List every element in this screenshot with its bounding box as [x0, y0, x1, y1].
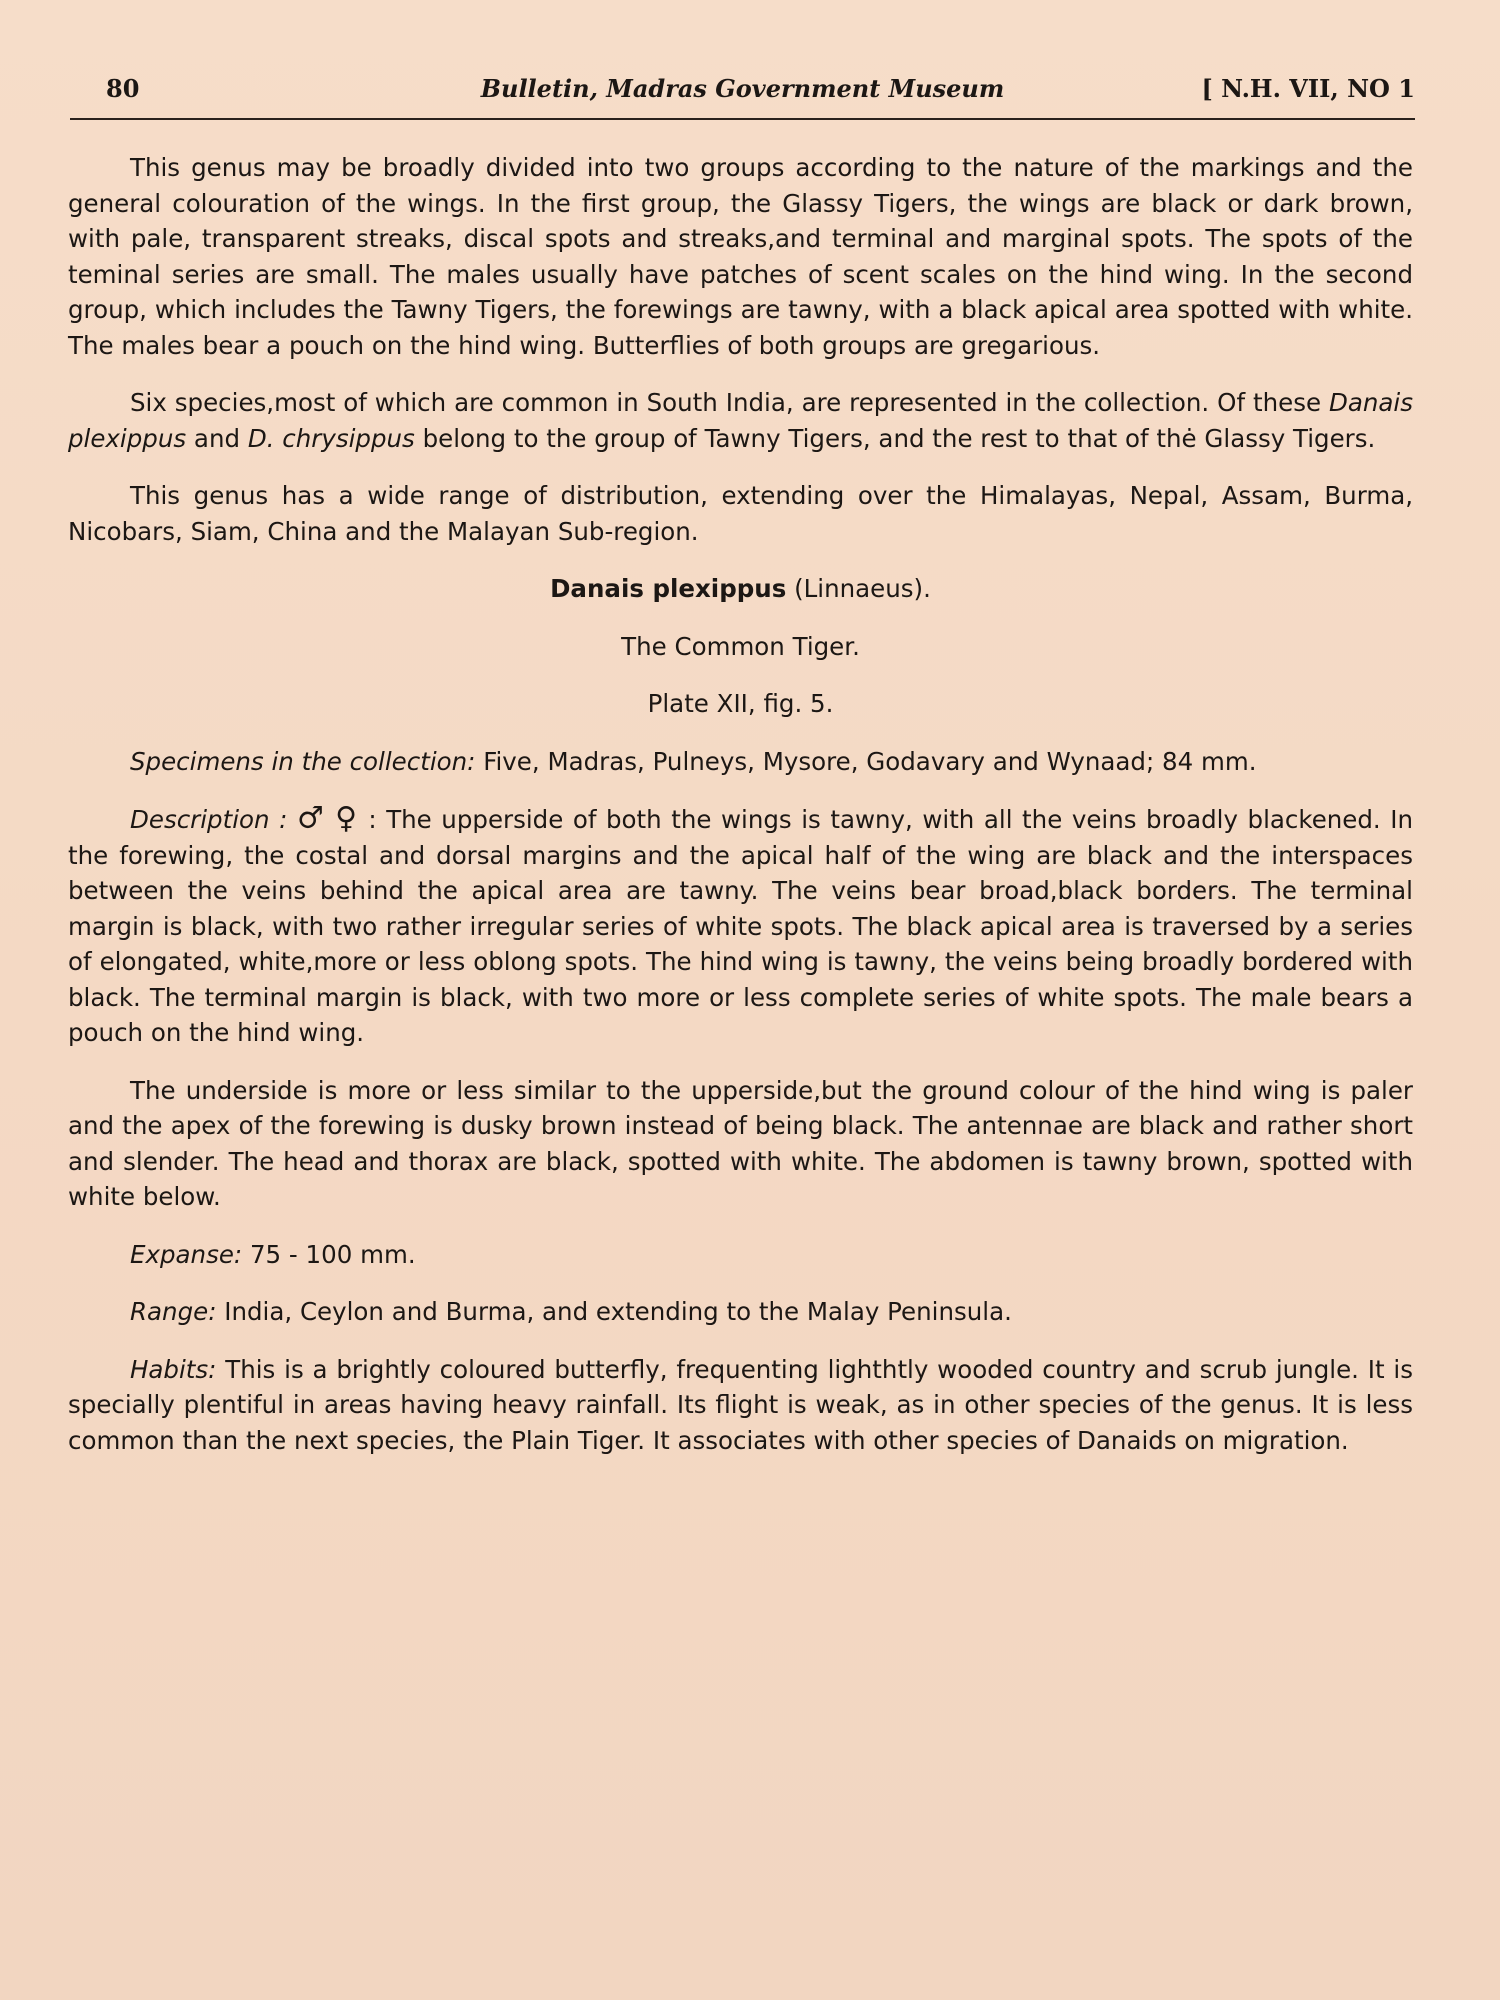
expanse-label: Expanse: [130, 1239, 243, 1269]
species-title: Danais plexippus [550, 574, 787, 603]
female-symbol-icon: ♀ [335, 801, 359, 836]
running-header [70, 70, 1415, 120]
species-collection-paragraph [68, 385, 1413, 456]
specimens-text: Five, Madras, Pulneys, Mysore, Godavary and Wynaad; 84 mm. [475, 746, 1257, 776]
habits-text: This is a brightly coloured butterfly, frequenting lighthtly wooded country and scrub jungle. It is specially plentiful in areas having heavy rainfall. Its flight is weak, as in other species of the genus. It is less common than the next species, the Plain Tiger. It associates with other species of Danaids on migration. [68, 1354, 1413, 1455]
genus-groups-paragraph: This genus may be broadly divided into two groups according to the nature of the markings and the general colouration of the wings. In the first group, the Glassy Tigers, the wings are black or dark brown, with pale, transparent streaks, discal spots and streaks,and terminal and marginal spots. The spots of the teminal series are small. The males usually have patches of scent scales on the hind wing. In the second group, which includes the Tawny Tigers, the forewings are tawny, with a black apical area spotted with white. The males bear a pouch on the hind wing. Butterflies of both groups are gregarious. [68, 153, 1413, 360]
header-rule [70, 118, 1415, 120]
p2-text-a: Six species,most of which are common in South India, are represented in the collection. Of these [130, 388, 1329, 417]
habits-label: Habits: [130, 1354, 217, 1384]
range-text: India, Ceylon and Burma, and extending to the Malay Peninsula. [216, 1297, 1012, 1326]
male-symbol-icon: ♂ [296, 801, 326, 836]
species-name-chrysippus: D. chrysippus [247, 423, 415, 453]
range-label: Range: [130, 1297, 217, 1326]
specimens-label: Specimens in the collection: [130, 746, 476, 776]
p2-text-c: belong to the group of Tawny Tigers, and the rest to that of thė Glassy Tigers. [414, 423, 1376, 453]
description-paragraph [68, 801, 1413, 1051]
expanse-text: 75 - 100 mm. [242, 1239, 416, 1269]
specimens-paragraph [68, 744, 1413, 780]
plate-reference: Plate XII, fig. 5. [647, 689, 834, 718]
common-name: The Common Tiger. [621, 631, 860, 661]
species-name-plexippus: Danais plexippus [68, 388, 1413, 453]
issue-reference: [ N.H. VII, NO 1 [1201, 74, 1415, 103]
page-number: 80 [106, 74, 140, 103]
range-paragraph [68, 1294, 1413, 1330]
underside-paragraph: The underside is more or less similar to the upperside,but the ground colour of the hind wing is paler and the apex of the forewing is dusky brown instead of being black. The antennae are black and rather short and slender. The head and thorax are black, spotted with white. The abdomen is tawny brown, spotted with white below. [68, 1075, 1413, 1211]
species-heading [68, 571, 1413, 607]
journal-title: Bulletin, Madras Government Museum [480, 74, 1005, 103]
description-text: : The upperside of both the wings is tawny, with all the veins broadly blackened. In the forewing, the costal and dorsal margins and the apical half of the wing are black and the interspaces between the veins behind the apical area are tawny. The veins bear broad,black borders. The terminal margin is black, with two rather irregular series of white spots. The black apical area is traversed by a series of elongated, white,more or less oblong spots. The hind wing is tawny, the veins being broadly bordered with black. The terminal margin is black, with two more or less complete series of white spots. The male bears a pouch on the hind wing. [68, 805, 1414, 1047]
expanse-paragraph [68, 1237, 1413, 1273]
distribution-paragraph: This genus has a wide range of distribution, extending over the Himalayas, Nepal, Assam, Burma, Nicobars, Siam, China and the Malayan Sub-region. [68, 481, 1413, 546]
habits-paragraph [68, 1352, 1413, 1459]
article-body [68, 150, 1413, 1480]
species-author: (Linnaeus). [786, 574, 931, 603]
p2-text-b: and [186, 423, 248, 453]
description-label: Description : [130, 805, 288, 834]
